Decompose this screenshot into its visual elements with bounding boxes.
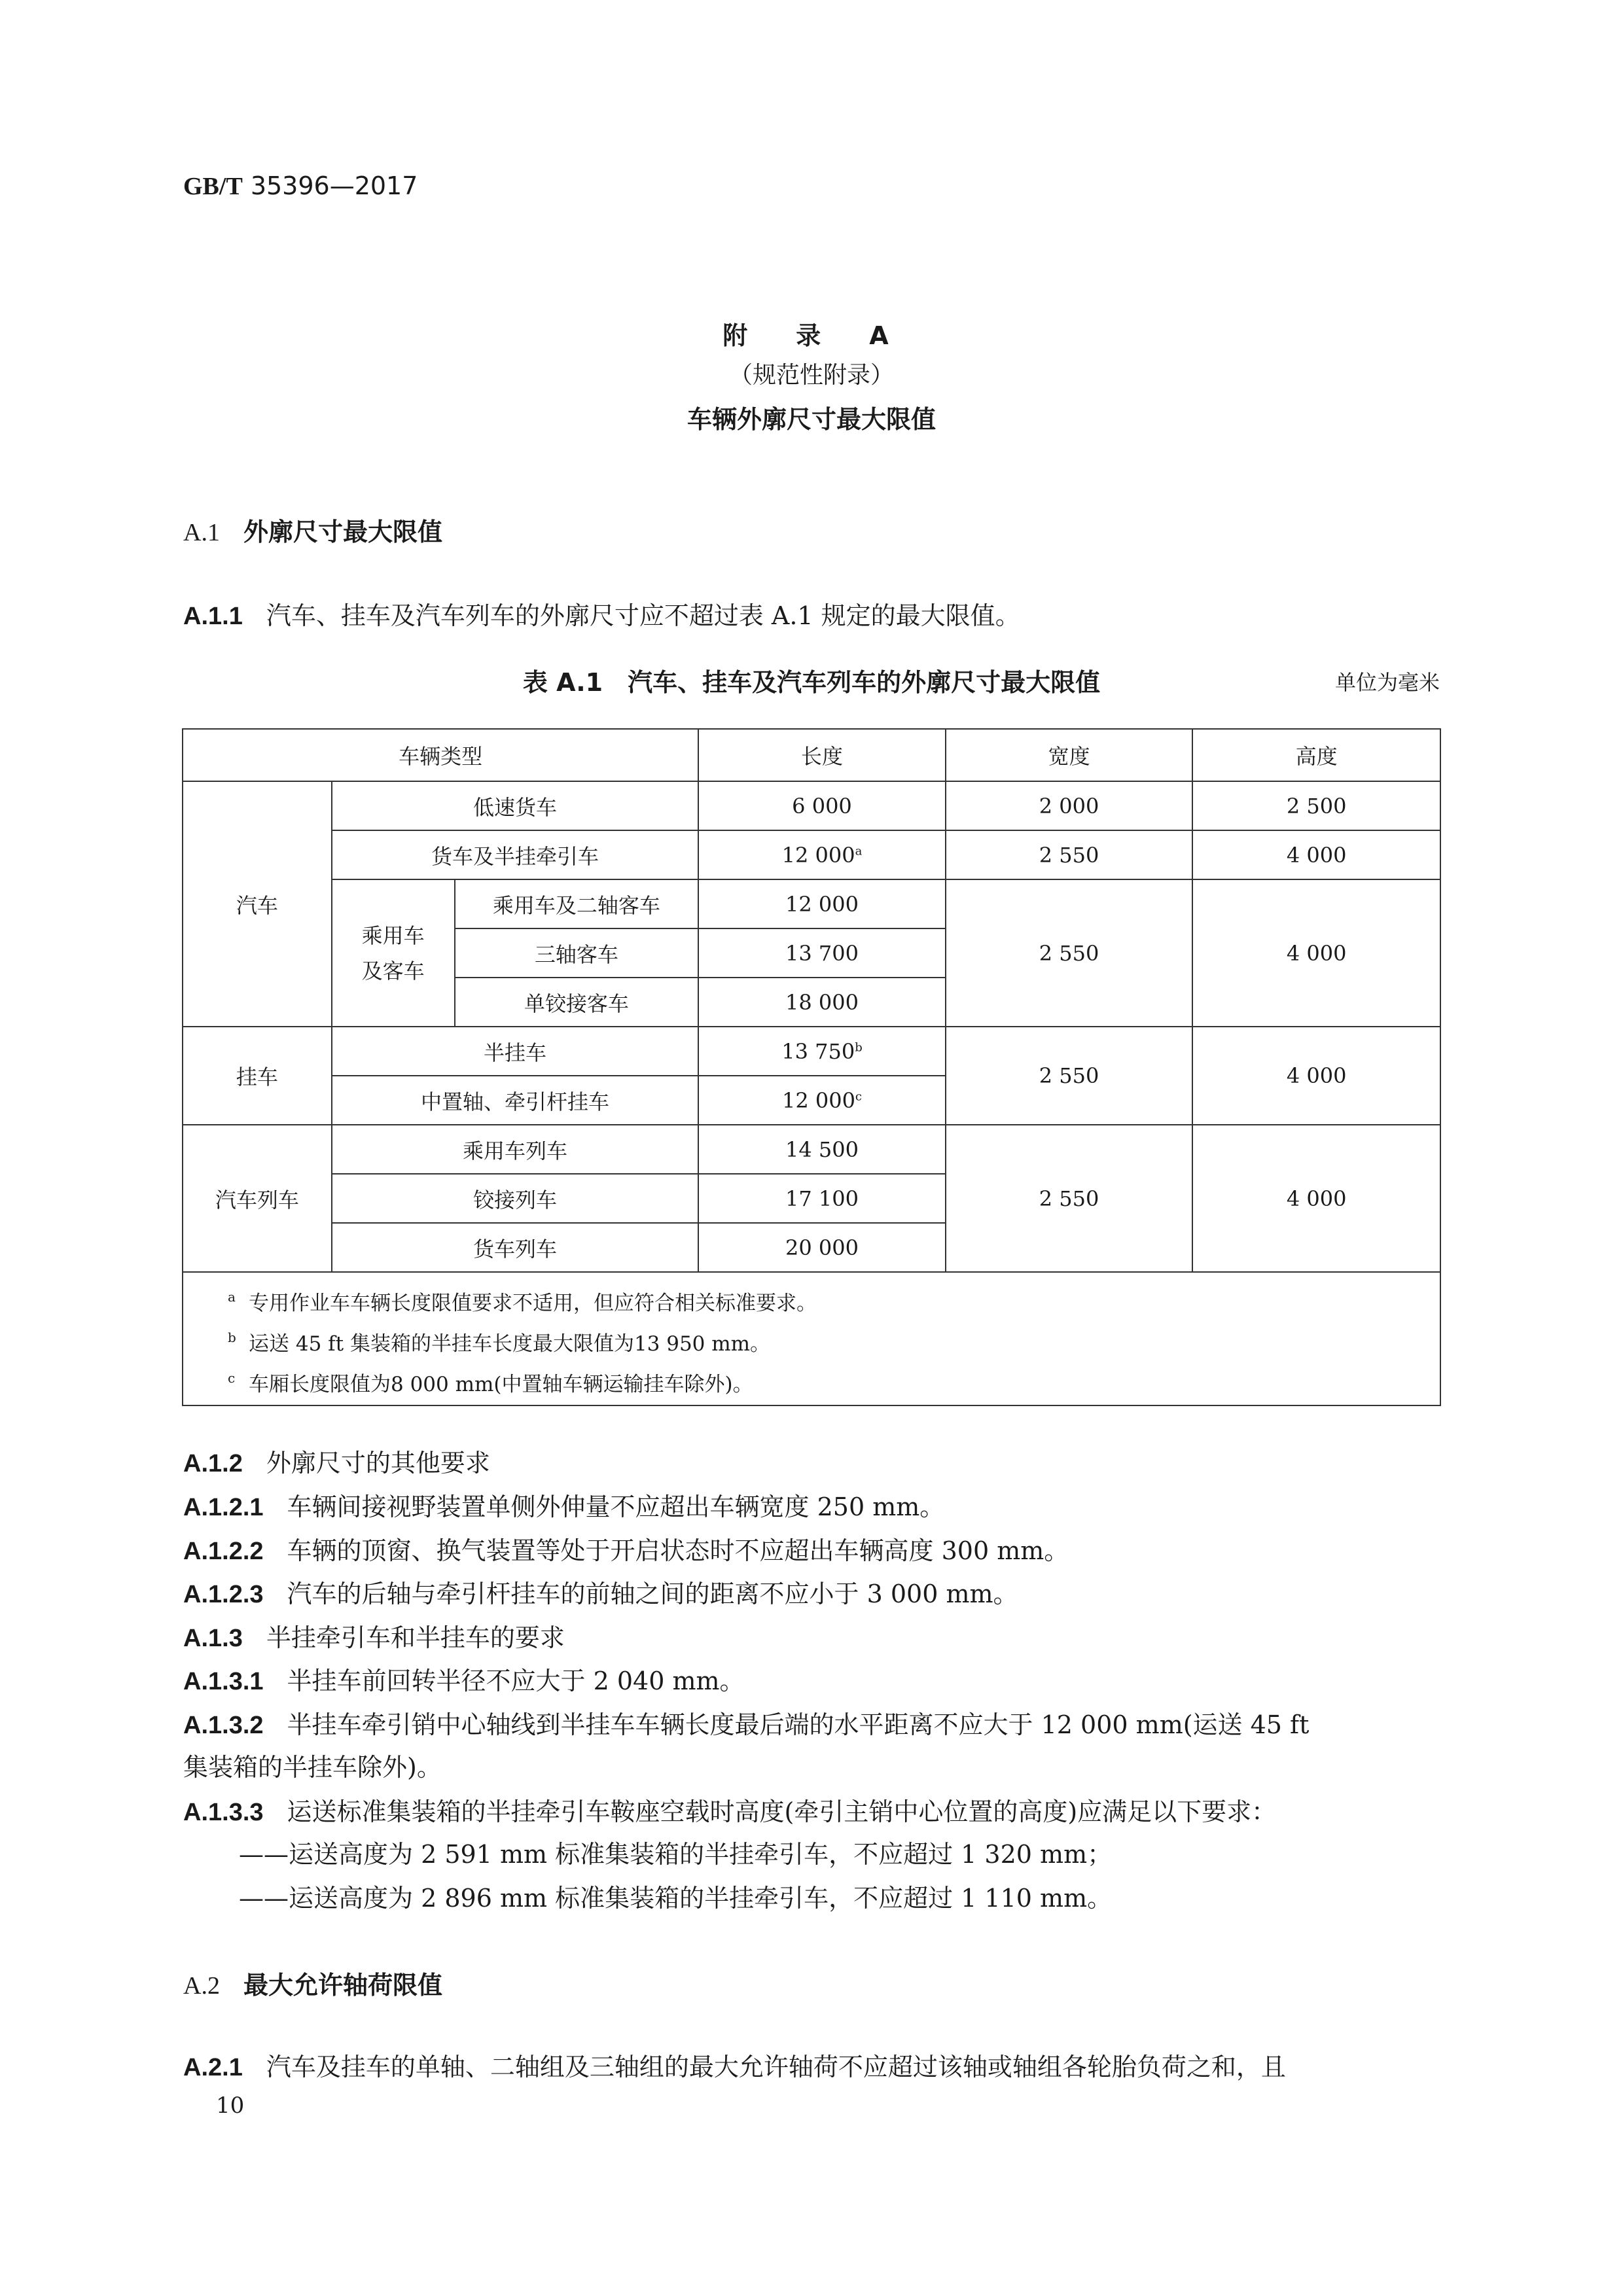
table-notes-row [183,1272,1440,1405]
dimension-limits-table [182,728,1441,1406]
row-name: 乘用车及二轴客车 [455,879,699,928]
section-a2-heading: A.2 最大允许轴荷限值 [183,1971,442,2000]
appendix-label: 附 录 A [722,321,901,350]
table-row [183,830,1440,879]
para-a1-3-2-cont: 集装箱的半挂车除外)。 [183,1753,442,1782]
para-a1-3: A.1.3 半挂牵引车和半挂车的要求 [183,1623,565,1652]
cell-width: 2 550 [946,1027,1193,1125]
para-a1-1: A.1.1 汽车、挂车及汽车列车的外廓尺寸应不超过表 A.1 规定的最大限值。 [183,601,1020,630]
para-a1-2: A.1.2 外廓尺寸的其他要求 [183,1449,490,1477]
cell-height: 4 000 [1192,1125,1440,1272]
para-a1-3-1: A.1.3.1 半挂车前回转半径不应大于 2 040 mm。 [183,1667,745,1695]
cell-length: 14 500 [698,1125,946,1174]
para-a1-3-2: A.1.3.2 半挂车牵引销中心轴线到半挂车车辆长度最后端的水平距离不应大于 12 000 mm(运送 45 ft [183,1710,1310,1739]
cell-length: 13 700 [698,928,946,978]
table-row [183,879,1440,928]
row-name: 货车列车 [332,1223,698,1272]
table-note-c: c 车厢长度限值为8 000 mm(中置轴车辆运输挂车除外)。 [228,1370,753,1396]
para-a1-2-3: A.1.2.3 汽车的后轴与牵引杆挂车的前轴之间的距离不应小于 3 000 mm。 [183,1580,1018,1608]
group-car: 汽车 [183,781,332,1027]
table-unit: 单位为毫米 [1334,670,1440,695]
dash-item-2: ——运送高度为 2 896 mm 标准集装箱的半挂牵引车，不应超过 1 110 mm。 [239,1884,1113,1913]
row-name: 铰接列车 [332,1174,698,1223]
col-header-length: 长度 [698,729,946,781]
table-row [183,781,1440,830]
cell-height: 4 000 [1192,830,1440,879]
col-header-height: 高度 [1192,729,1440,781]
cell-height: 2 500 [1192,781,1440,830]
group-train: 汽车列车 [183,1125,332,1272]
appendix-type: （规范性附录） [728,362,894,389]
para-a1-2-1: A.1.2.1 车辆间接视野装置单侧外伸量不应超出车辆宽度 250 mm。 [183,1492,945,1521]
section-a1-heading: A.1 外廓尺寸最大限值 [183,518,442,546]
cell-width: 2 550 [946,1125,1193,1272]
para-a1-3-3: A.1.3.3 运送标准集装箱的半挂牵引车鞍座空载时高度(牵引主销中心位置的高度)应满足以下要求： [183,1797,1277,1826]
cell-length: 17 100 [698,1174,946,1223]
appendix-title: 车辆外廓尺寸最大限值 [687,405,936,434]
cell-length: 12 000$^a$ [698,830,946,879]
page-number: 10 [216,2093,245,2119]
table-header-row [183,729,1440,781]
row-name: 单铰接客车 [455,978,699,1027]
table-caption: 表 A.1 汽车、挂车及汽车列车的外廓尺寸最大限值 [522,668,1101,697]
row-name: 中置轴、牵引杆挂车 [332,1076,698,1125]
table-note-b: b 运送 45 ft 集装箱的半挂车长度最大限值为13 950 mm。 [228,1330,771,1356]
cell-width: 2 000 [946,781,1193,830]
para-a2-1: A.2.1 汽车及挂车的单轴、二轴组及三轴组的最大允许轴荷不应超过该轴或轴组各轮胎负荷之和，且 [183,2053,1286,2081]
row-name: 三轴客车 [455,928,699,978]
cell-length: 6 000 [698,781,946,830]
group-trailer: 挂车 [183,1027,332,1125]
group-car-sub [332,879,455,1027]
cell-width: 2 550 [946,830,1193,879]
row-name: 半挂车 [332,1027,698,1076]
row-name: 货车及半挂牵引车 [332,830,698,879]
col-header-type: 车辆类型 [183,729,698,781]
cell-length: 12 000 [698,879,946,928]
dash-item-1: ——运送高度为 2 591 mm 标准集装箱的半挂牵引车，不应超过 1 320 mm； [239,1840,1113,1869]
group-car-sub-label: 乘用车及客车 [361,923,425,983]
table-notes [183,1272,1440,1405]
para-a1-2-2: A.1.2.2 车辆的顶窗、换气装置等处于开启状态时不应超出车辆高度 300 mm。 [183,1536,1069,1565]
table-row [183,1125,1440,1174]
table-note-a: a 专用作业车车辆长度限值要求不适用，但应符合相关标准要求。 [228,1289,817,1315]
standard-number: GB/T 35396—2017 [183,171,418,200]
cell-length: 20 000 [698,1223,946,1272]
cell-length: 12 000$^c$ [698,1076,946,1125]
row-name: 低速货车 [332,781,698,830]
cell-length: 13 750$^b$ [698,1027,946,1076]
cell-width: 2 550 [946,879,1193,1027]
table-row [183,1027,1440,1076]
cell-height: 4 000 [1192,879,1440,1027]
col-header-width: 宽度 [946,729,1193,781]
cell-length: 18 000 [698,978,946,1027]
row-name: 乘用车列车 [332,1125,698,1174]
cell-height: 4 000 [1192,1027,1440,1125]
